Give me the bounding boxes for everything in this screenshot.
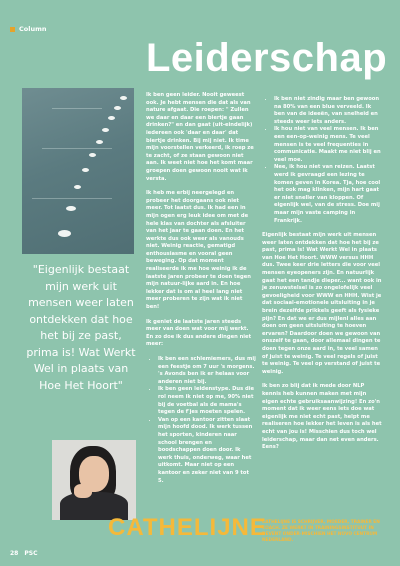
paragraph: Ik ben geen leider. Nooit geweest ook. Je hebt mensen die dat als van nature afgaat. Die roepen: " Zullen we daar en daar een biertje gaan drinken?" en dan gaat (uit-eindelijk) iedereen ook 'daar en daar' dat biertje drinken. Bij mij niet. Ik time mijn voorstellen verkeerd, ik roep ze te zacht, of ze staan gewoon niet aan. Ik weet niet hoe het komt maar groepen doen gewoon nooit wat ik versta. — [146, 92, 254, 182]
magazine-name: PSC — [24, 550, 38, 557]
pull-quote: "Eigenlijk bestaat mijn werk uit mensen weer laten ontdekken dat hoe het bij ze past, prima is! Wat Werkt Wel in plaats van Hoe Het Hoort" — [26, 263, 136, 392]
article-column-1 — [146, 92, 256, 492]
article-column-2 — [262, 96, 382, 459]
page-number: 28 — [10, 550, 19, 557]
page-footer — [10, 550, 37, 557]
list-item: • Van op een kantoor zitten slaat mijn hoofd dood. Ik werk tussen het sporten, kinderen naar school brengen en boodschappen doen door. Ik werk thuis, onderweg, waar het uitkomt. Maar niet op een kantoor en zeker niet van 9 tot 5. — [158, 417, 256, 485]
list-item: • Ik ben een schlemiemers, dus mij een feestje om 7 uur 's morgens. 's Avonds ben ik er helaas voor anderen niet bij. — [158, 356, 256, 386]
paragraph: Ik geniet de laatste jaren steeds meer van doen wat voor mij werkt. En zo doe ik dus andere dingen niet meer: — [146, 318, 252, 348]
author-portrait — [52, 440, 136, 520]
article-title: Leiderschap — [146, 36, 388, 80]
swans-photo — [22, 88, 134, 254]
bullet-list — [146, 356, 256, 485]
paragraph: Ik heb me erbij neergelegd en probeer het doorgaans ook niet meer. Tot laatst dus. Ik had een in mijn ogen erg leuk idee om met de hele klas van dochter als afsluiter van het jaar te gaan doen. En het werkte dus ook weer als vanouds niet. Weinig reactie, gematigd enthousiasme en vooral geen beweging. Op dat moment realiseerde ik me hoe weinig ik de laatste jaren probeer te doen tegen mijn natuur-lijke aard in. En hoe lekker dat is om al heel lang niet meer proberen te zijn wat ik niet ben! — [146, 190, 251, 311]
author-name: CATHELIJNE — [108, 514, 267, 541]
list-item: • Ik ben geen leidenstype. Dus die rol neem ik niet op me, 90% niet bij de voetbal als de mama's tegen de f'jes moeten spelen. — [158, 386, 256, 416]
bullet-icon — [10, 27, 15, 32]
list-item: • Ik hou niet van veel mensen. Ik ben een een-op-weinig mens. Te veel mensen is te veel frequenties in communicatie. Maakt me niet blij en veel moe. — [274, 126, 382, 164]
author-bio: CATHELIJNE IS SCHRIJVER, MOEDER, TRAINER EN COACH. ZE WERKT IN TRAININGSINSTITUUT IN DEVENT ONDER-MISCHIEN HET NOVO CENTRUM NEDERLAND. — [262, 520, 380, 543]
paragraph: Eigenlijk bestaat mijn werk uit mensen weer laten ontdekken dat hoe het bij ze past, prima is! Wat Werkt Wel in plaats van Hoe Het Hoort. WWW versus HHH dus. Twee keer drie letters die voor veel mensen eyeopeners zijn. En natuurlijk gaat het een tandje dieper... want ook in je zenuwstelsel is zo ongelofelijk veel gevoeligheid voor WWW en HHH. Wist je dat sociaal-emotionele uitsluiting in je brein dezelfde prikkels geeft als fysieke pijn? En dat we er dus mijlenl alles aan doen om geen uitsluiting te hoeven ervaren? Daardoor doen we gewoon van onszelf te gaan, door allemaal dingen te doen tegen onze aard in, te veel samen of juist te weinig. Te veel regels of juist te weinig. Te veel op verstand of juist te weinig. — [262, 232, 382, 375]
paragraph: Ik ben zo blij dat ik mede door NLP kennis heb kunnen maken met mijn eigen echte gebruiksaanwijzing! En zo'n moment dat ik weer eens iets doe wat eigenlijk me niet echt past, helpt me realiseren hoe lekker het leven is als het echt van jou is! Misschien dus toch wel leiderschap, maar dan net even anders. Eens? — [262, 383, 382, 451]
list-item: • Nee, ik hou niet van reizen. Laatst werd ik gevraagd een lezing te komen geven in Korea. Tja, hoe cool het ook mag klinken, mijn hart gaat er niet sneller van kloppen. Of eigenlijk wel, van de stress. Doe mij maar mijn vaste camping in Frankrijk. — [274, 164, 382, 225]
list-item: • Ik ben niet zindig maar ben gewoon na 80% van een blue verveeld. Ik ben van de ideeën, van snelheid en steeds weer iets anders. — [274, 96, 382, 126]
bullet-list — [262, 96, 382, 225]
column-tag: Column — [10, 25, 47, 33]
